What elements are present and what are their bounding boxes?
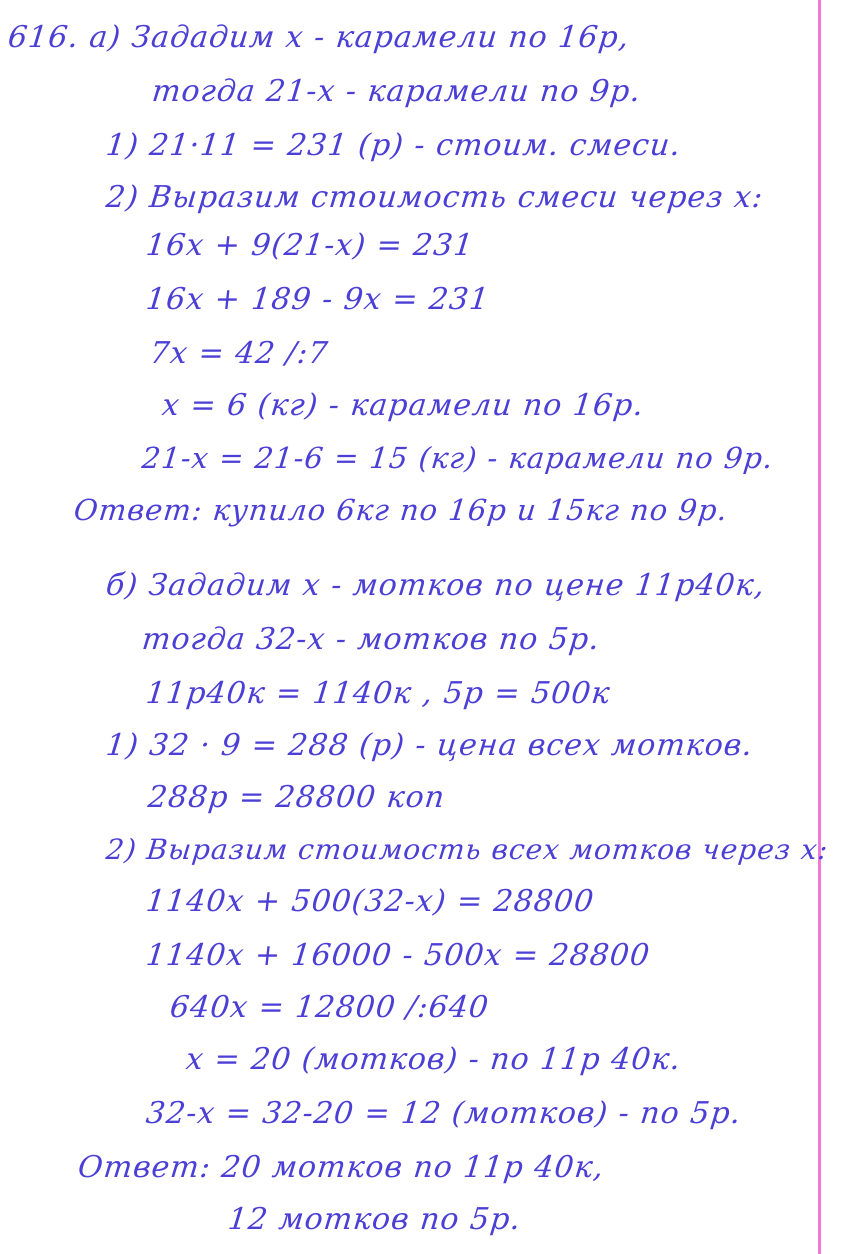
conversion-b-2: 288р = 28800 коп <box>146 780 447 815</box>
equation-b-2: 1140х + 16000 - 500х = 28800 <box>144 938 652 973</box>
result-b-2: 32-х = 32-20 = 12 (мотков) - по 5р. <box>144 1096 744 1131</box>
result-a-1: х = 6 (кг) - карамели по 16р. <box>160 388 646 423</box>
margin-line <box>818 0 821 1254</box>
step-a-2: 2) Выразим стоимость смеси через х: <box>104 180 766 215</box>
equation-a-3: 7х = 42 /:7 <box>148 336 331 371</box>
result-b-1: х = 20 (мотков) - по 11р 40к. <box>184 1042 683 1077</box>
problem-a-line-2: тогда 21-х - карамели по 9р. <box>150 74 643 109</box>
result-a-2: 21-х = 21-6 = 15 (кг) - карамели по 9р. <box>140 441 776 475</box>
problem-b-line-2: тогда 32-х - мотков по 5р. <box>140 622 602 657</box>
answer-b-2: 12 мотков по 5р. <box>226 1202 523 1237</box>
equation-a-1: 16х + 9(21-х) = 231 <box>144 228 476 263</box>
equation-b-3: 640х = 12800 /:640 <box>168 990 491 1025</box>
answer-a: Ответ: купило 6кг по 16р и 15кг по 9р. <box>72 493 730 527</box>
step-b-2: 2) Выразим стоимость всех мотков через х: <box>104 833 831 866</box>
answer-b-1: Ответ: 20 мотков по 11р 40к, <box>76 1150 606 1185</box>
problem-b-header: б) Зададим х - мотков по цене 11р40к, <box>104 568 767 603</box>
step-a-1: 1) 21·11 = 231 (р) - стоим. смеси. <box>104 128 683 163</box>
equation-b-1: 1140х + 500(32-х) = 28800 <box>144 884 597 919</box>
conversion-b: 11р40к = 1140к , 5р = 500к <box>144 676 613 711</box>
equation-a-2: 16х + 189 - 9х = 231 <box>144 282 492 317</box>
problem-a-header: 616. а) Зададим х - карамели по 16р, <box>6 20 632 55</box>
step-b-1: 1) 32 · 9 = 288 (р) - цена всех мотков. <box>104 728 755 763</box>
